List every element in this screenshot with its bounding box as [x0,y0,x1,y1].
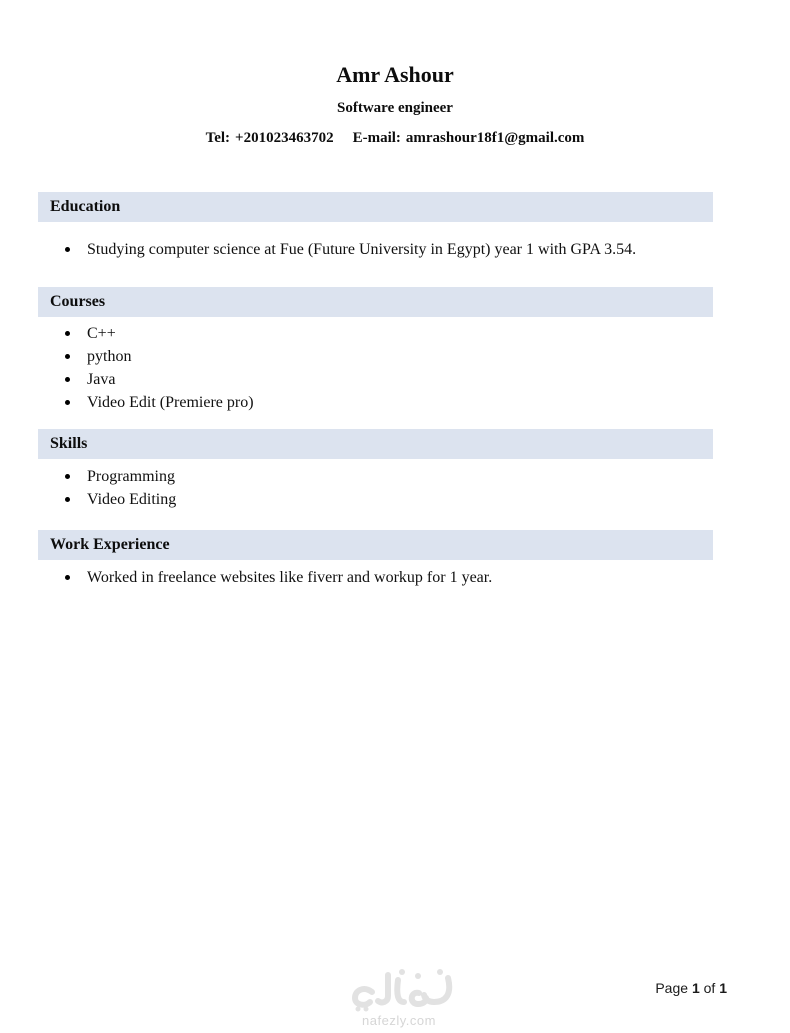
telephone [206,130,334,147]
of-label: of [703,980,716,996]
section-heading-skills [38,429,713,459]
list-item: Java [38,368,713,391]
section-courses [38,287,713,414]
tel-label: Tel: [205,130,231,146]
nafezly-logo-icon [344,968,454,1012]
email-value: amrashour18f1@gmail.com [405,130,585,146]
section-heading-label: Education [50,198,121,215]
section-skills [38,429,713,511]
section-heading-education [38,192,713,222]
skills-list [38,465,713,511]
job-title: Software engineer [337,100,453,116]
list-item: Worked in freelance websites like fiverr and workup for 1 year. [38,566,713,589]
list-item: Video Editing [38,488,713,511]
list-item: Video Edit (Premiere pro) [38,391,713,414]
list-item: python [38,345,713,368]
education-list [38,238,713,261]
section-heading-label: Courses [50,293,106,310]
courses-list [38,322,713,414]
section-education [38,192,713,261]
section-heading-label: Work Experience [50,536,170,553]
section-work-experience [38,530,713,589]
list-item: Programming [38,465,713,488]
tel-value: +201023463702 [235,130,334,146]
work-experience-list [38,566,713,589]
list-item: C++ [38,322,713,345]
email [353,130,585,147]
total-pages: 1 [719,980,727,996]
resume-header [0,62,790,147]
section-heading-courses [38,287,713,317]
contact-line [0,130,790,147]
section-heading-work-experience [38,530,713,560]
page-label: Page [655,980,689,996]
page-number: 1 [691,980,700,996]
email-label: E-mail: [352,130,401,146]
nafezly-watermark [336,968,462,1028]
section-heading-label: Skills [50,435,88,452]
page-indicator [655,980,727,996]
list-item: Studying computer science at Fue (Future University in Egypt) year 1 with GPA 3.54. [38,238,713,261]
page-title: Amr Ashour [336,62,454,87]
watermark-domain: nafezly.com [362,1013,436,1028]
